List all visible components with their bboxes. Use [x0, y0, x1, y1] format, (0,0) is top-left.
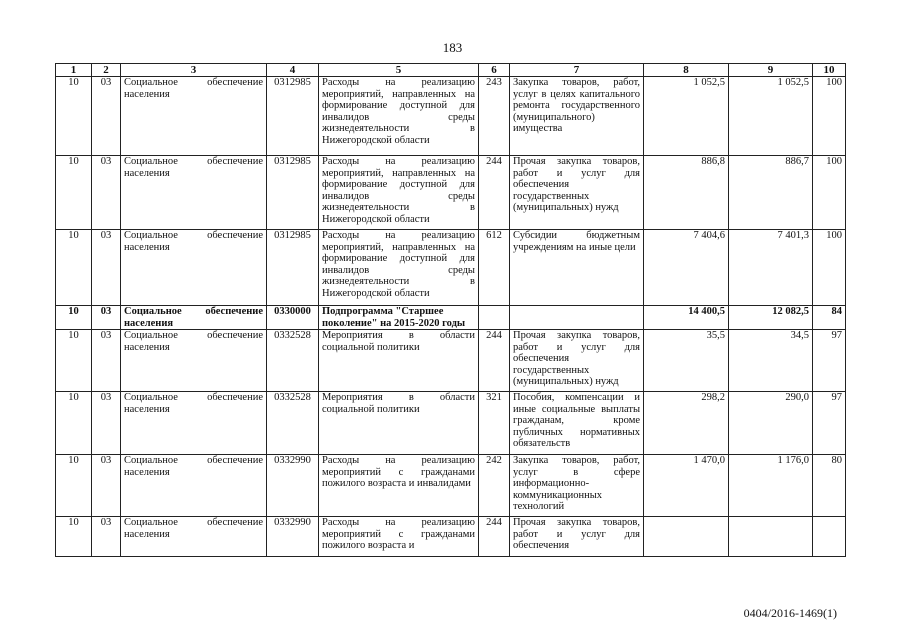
execution-percent-cell	[813, 517, 846, 557]
page-number: 183	[442, 40, 463, 55]
target-article-cell: 0312985	[267, 230, 319, 306]
section-name-cell: Социальное обеспечение населения	[121, 455, 267, 517]
executed-amount-cell: 290,0	[729, 392, 813, 455]
planned-amount-cell: 1 052,5	[644, 77, 729, 156]
expense-type-name-cell: Прочая закупка товаров, работ и услуг для обеспечения государственных (муниципальных) нужд	[510, 330, 644, 392]
table-row	[56, 77, 846, 156]
execution-percent-cell: 84	[813, 306, 846, 330]
target-article-cell: 0312985	[267, 77, 319, 156]
target-article-cell: 0330000	[267, 306, 319, 330]
expense-type-cell: 244	[479, 330, 510, 392]
expense-type-name-cell: Субсидии бюджетным учреждениям на иные цели	[510, 230, 644, 306]
column-header: 6	[479, 64, 510, 77]
column-header: 5	[319, 64, 479, 77]
subsection-code-cell: 03	[92, 330, 121, 392]
expense-type-cell: 612	[479, 230, 510, 306]
execution-percent-cell: 97	[813, 330, 846, 392]
section-code-cell: 10	[56, 392, 92, 455]
target-article-cell: 0332528	[267, 392, 319, 455]
planned-amount-cell: 298,2	[644, 392, 729, 455]
planned-amount-cell: 7 404,6	[644, 230, 729, 306]
table-row	[56, 392, 846, 455]
article-name-cell: Мероприятия в области социальной политики	[319, 392, 479, 455]
section-name-cell: Социальное обеспечение населения	[121, 230, 267, 306]
section-code-cell: 10	[56, 455, 92, 517]
subsection-code-cell: 03	[92, 517, 121, 557]
subsection-code-cell: 03	[92, 392, 121, 455]
executed-amount-cell: 886,7	[729, 156, 813, 230]
execution-percent-cell: 100	[813, 230, 846, 306]
subsection-code-cell: 03	[92, 156, 121, 230]
table-row	[56, 455, 846, 517]
execution-percent-cell: 100	[813, 156, 846, 230]
column-header: 4	[267, 64, 319, 77]
budget-table	[55, 63, 846, 557]
section-name-cell: Социальное обеспечение населения	[121, 306, 267, 330]
expense-type-name-cell	[510, 306, 644, 330]
executed-amount-cell: 34,5	[729, 330, 813, 392]
section-name-cell: Социальное обеспечение населения	[121, 517, 267, 557]
expense-type-cell: 244	[479, 156, 510, 230]
planned-amount-cell	[644, 517, 729, 557]
execution-percent-cell: 80	[813, 455, 846, 517]
column-header: 1	[56, 64, 92, 77]
column-header: 10	[813, 64, 846, 77]
table-row	[56, 230, 846, 306]
header-row	[56, 64, 846, 77]
table-row	[56, 330, 846, 392]
table-body	[56, 77, 846, 557]
planned-amount-cell: 14 400,5	[644, 306, 729, 330]
target-article-cell: 0332990	[267, 517, 319, 557]
expense-type-name-cell: Прочая закупка товаров, работ и услуг для обеспечения государственных (муниципальных) нужд	[510, 156, 644, 230]
subsection-code-cell: 03	[92, 77, 121, 156]
table-row	[56, 306, 846, 330]
table-row	[56, 517, 846, 557]
section-code-cell: 10	[56, 156, 92, 230]
expense-type-name-cell: Закупка товаров, работ, услуг в сфере информационно-коммуникационных технологий	[510, 455, 644, 517]
target-article-cell: 0312985	[267, 156, 319, 230]
planned-amount-cell: 1 470,0	[644, 455, 729, 517]
section-code-cell: 10	[56, 306, 92, 330]
section-name-cell: Социальное обеспечение населения	[121, 156, 267, 230]
executed-amount-cell	[729, 517, 813, 557]
expense-type-name-cell: Закупка товаров, работ, услуг в целях капитального ремонта государственного (муниципального) имущества	[510, 77, 644, 156]
expense-type-cell	[479, 306, 510, 330]
target-article-cell: 0332990	[267, 455, 319, 517]
article-name-cell: Расходы на реализацию мероприятий, направленных на формирование доступной для инвалидов среды жизнедеятельности в Нижегородской области	[319, 230, 479, 306]
planned-amount-cell: 35,5	[644, 330, 729, 392]
subsection-code-cell: 03	[92, 230, 121, 306]
executed-amount-cell: 7 401,3	[729, 230, 813, 306]
section-code-cell: 10	[56, 77, 92, 156]
expense-type-cell: 243	[479, 77, 510, 156]
column-header: 8	[644, 64, 729, 77]
target-article-cell: 0332528	[267, 330, 319, 392]
executed-amount-cell: 1 052,5	[729, 77, 813, 156]
expense-type-cell: 242	[479, 455, 510, 517]
executed-amount-cell: 12 082,5	[729, 306, 813, 330]
document-code: 0404/2016-1469(1)	[743, 606, 837, 620]
execution-percent-cell: 97	[813, 392, 846, 455]
expense-type-cell: 244	[479, 517, 510, 557]
column-header: 9	[729, 64, 813, 77]
executed-amount-cell: 1 176,0	[729, 455, 813, 517]
section-code-cell: 10	[56, 330, 92, 392]
article-name-cell: Расходы на реализацию мероприятий с гражданами пожилого возраста и	[319, 517, 479, 557]
planned-amount-cell: 886,8	[644, 156, 729, 230]
article-name-cell: Подпрограмма "Старшее поколение" на 2015-2020 годы	[319, 306, 479, 330]
section-code-cell: 10	[56, 230, 92, 306]
article-name-cell: Мероприятия в области социальной политики	[319, 330, 479, 392]
section-name-cell: Социальное обеспечение населения	[121, 330, 267, 392]
expense-type-name-cell: Пособия, компенсации и иные социальные выплаты гражданам, кроме публичных нормативных обязательств	[510, 392, 644, 455]
column-header: 2	[92, 64, 121, 77]
article-name-cell: Расходы на реализацию мероприятий, направленных на формирование доступной для инвалидов среды жизнедеятельности в Нижегородской области	[319, 77, 479, 156]
execution-percent-cell: 100	[813, 77, 846, 156]
subsection-code-cell: 03	[92, 455, 121, 517]
column-header: 7	[510, 64, 644, 77]
section-name-cell: Социальное обеспечение населения	[121, 77, 267, 156]
table-row	[56, 156, 846, 230]
expense-type-name-cell: Прочая закупка товаров, работ и услуг для обеспечения	[510, 517, 644, 557]
expense-type-cell: 321	[479, 392, 510, 455]
column-header: 3	[121, 64, 267, 77]
section-code-cell: 10	[56, 517, 92, 557]
subsection-code-cell: 03	[92, 306, 121, 330]
section-name-cell: Социальное обеспечение населения	[121, 392, 267, 455]
article-name-cell: Расходы на реализацию мероприятий с гражданами пожилого возраста и инвалидами	[319, 455, 479, 517]
article-name-cell: Расходы на реализацию мероприятий, направленных на формирование доступной для инвалидов среды жизнедеятельности в Нижегородской области	[319, 156, 479, 230]
